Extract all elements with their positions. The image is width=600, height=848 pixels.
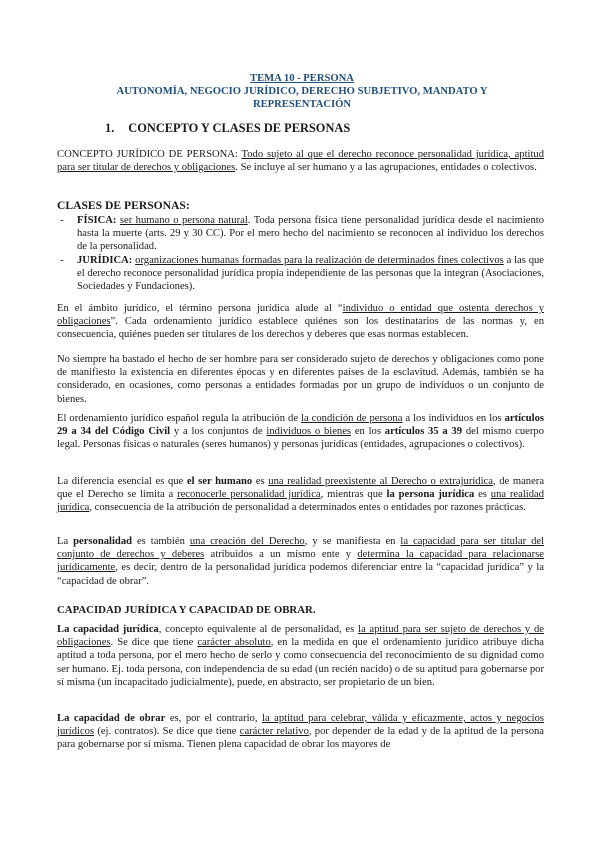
bold-text: personalidad (73, 536, 133, 547)
underlined-text: determina la capacidad para relacionarse jurídicamente (57, 549, 544, 574)
underlined-text: individuos o bienes (266, 426, 352, 438)
underlined-text: la aptitud para celebrar, válida y eficazmente, actos y negocios jurídicos (57, 713, 544, 738)
juridica-rest: a las que el derecho reconoce personalidad jurídica propia independiente de las personas que la integran (Asociaciones, Sociedades y Fundaciones). (77, 255, 544, 293)
underlined-text: individuo o entidad que ostenta derechos y obligaciones (57, 303, 544, 328)
bullet-juridica-text (77, 254, 544, 294)
capacidad-heading: CAPACIDAD JURÍDICA Y CAPACIDAD DE OBRAR. (57, 604, 316, 616)
text-run: , en la medida en que el ordenamiento jurídico atribuye dicha aptitud a toda persona, por el mero hecho de serlo y como consecuencia del reconocimiento de su dignidad como ser humano. Ej. toda persona, con independencia de su edad (un recién nacido) o de su aptitud para gobernarse por sí misma (un incapacitado judicialmente), puede, en abstracto, ser propietario de un bien. (57, 637, 545, 688)
bold-text: artículos 35 a 39 (384, 426, 463, 438)
paragraph-no-siempre: No siempre ha bastado el hecho de ser hombre para ser considerado sujeto de derechos y obligaciones como pone de manifiesto la existencia en diferentes épocas y en diferentes países de la esclavitud. Además, también se ha considerado, en ocasiones, como personas a entidades formadas por un grupo de individuos o un conjunto de bienes. (57, 354, 544, 405)
section-title: CONCEPTO Y CLASES DE PERSONAS (128, 121, 351, 135)
document-header (60, 72, 544, 112)
text-run: y a los conjuntos de (170, 426, 267, 438)
bold-text: el ser humano (186, 476, 253, 487)
text-run: , consecuencia de la atribución de personalidad a determinados entes o entidades por razones prácticas. (89, 502, 526, 514)
underlined-text: la capacidad para ser titular del conjunto de derechos y deberes (57, 536, 545, 561)
text-run: es, por el contrario, (165, 713, 263, 724)
underlined-text: reconocerle personalidad jurídica (177, 489, 321, 501)
paragraph-ambito (57, 302, 544, 342)
bullet-fisica-text (77, 214, 544, 254)
clases-heading: CLASES DE PERSONAS: (57, 199, 190, 212)
text-run: La diferencia esencial es que (57, 476, 187, 487)
tema-subtitle-line-1: AUTONOMÍA, NEGOCIO JURÍDICO, DERECHO SUBJETIVO, MANDATO Y (116, 86, 488, 98)
text-run: del mismo cuerpo legal. Personas físicas o naturales (seres humanos) y personas jurídicas (entidades, agrupaciones o colectivos). (57, 426, 544, 451)
underlined-text: carácter relativo (239, 726, 309, 738)
underlined-text: una creación del Derecho (189, 536, 305, 547)
text-run: atribuidos a un mismo ente y (204, 549, 358, 561)
tema-title: TEMA 10 - PERSONA (250, 73, 354, 84)
paragraph-personalidad (57, 535, 544, 588)
underlined-text: carácter absoluto (197, 637, 271, 649)
juridica-definition: organizaciones humanas formadas para la realización de determinados fines colectivos (135, 255, 504, 266)
text-run: a los individuos en los (402, 413, 505, 424)
fisica-definition: ser humano o persona natural (119, 215, 248, 226)
fisica-rest: . Toda persona física tiene personalidad jurídica desde el nacimiento hasta la muerte (arts. 29 y 30 CC). Por el mero hecho del nacimiento se reconocen al individuo los derechos de la personalidad. (77, 215, 545, 253)
paragraph-capacidad-obrar (57, 712, 544, 752)
paragraph-capacidad-juridica (57, 623, 544, 689)
paragraph-concepto (57, 148, 544, 174)
text-run: En el ámbito jurídico, el término persona jurídica alude al “ (57, 303, 343, 314)
text-run: , es decir, dentro de la personalidad jurídica podemos diferenciar entre la “capacidad jurídica” y la “capacidad de obrar”. (57, 562, 544, 587)
juridica-label: JURÍDICA: (77, 255, 133, 266)
text-run: , mientras que (320, 489, 387, 501)
text-run: es (252, 476, 269, 487)
underlined-text: una realidad preexistente al Derecho o extrajurídica (268, 476, 493, 487)
text-run: , de manera que el Derecho se limita a (57, 476, 545, 501)
text-run: El ordenamiento jurídico español regula la atribución de (57, 413, 302, 424)
paragraph-diferencia (57, 475, 544, 515)
text-run: , por depender de la edad y de la aptitud de la persona para gobernarse por sí misma. Tienen plena capacidad de obrar los mayores de (57, 726, 545, 751)
bold-text: artículos 29 a 34 del Código Civil (57, 413, 544, 438)
tema-subtitle-line-2: REPRESENTACIÓN (252, 99, 352, 111)
bullet-dash: - (60, 215, 64, 226)
bullet-dash: - (60, 255, 64, 266)
bold-text: La capacidad de obrar (57, 713, 166, 724)
text-run: . Se dice que tiene (110, 637, 198, 649)
text-run: , y se manifiesta en (304, 536, 401, 547)
concepto-definition: Todo sujeto al que el derecho reconoce personalidad jurídica, aptitud para ser titular de derechos y obligaciones (57, 149, 544, 174)
underlined-text: una realidad jurídica (57, 489, 545, 514)
text-run: ”. Cada ordenamiento jurídico establece quiénes son los destinatarios de las normas y, en consecuencia, quiénes pueden ser titulares de los derechos y deberes que esas normas establecen. (57, 316, 544, 341)
text-run: , concepto equivalente al de personalidad, es (158, 624, 358, 635)
underlined-text: la condición de persona (301, 413, 403, 424)
text-run: en los (351, 426, 385, 438)
text-run: es también (132, 536, 190, 547)
concepto-lead: CONCEPTO JURÍDICO DE PERSONA: (57, 149, 242, 160)
fisica-label: FÍSICA: (77, 215, 117, 226)
bold-text: la persona jurídica (386, 489, 475, 501)
underlined-text: la aptitud para ser sujeto de derechos y de obligaciones (57, 624, 544, 649)
concepto-rest: . Se incluye al ser humano y a las agrupaciones, entidades o colectivos. (235, 162, 537, 174)
text-run: (ej. contratos). Se dice que tiene (94, 726, 240, 738)
section-number: 1. (105, 121, 115, 135)
section-heading-1 (105, 122, 350, 135)
bold-text: La capacidad jurídica (57, 624, 159, 635)
text-run: La (57, 536, 74, 547)
text-run: es (474, 489, 491, 501)
paragraph-ordenamiento (57, 412, 544, 452)
